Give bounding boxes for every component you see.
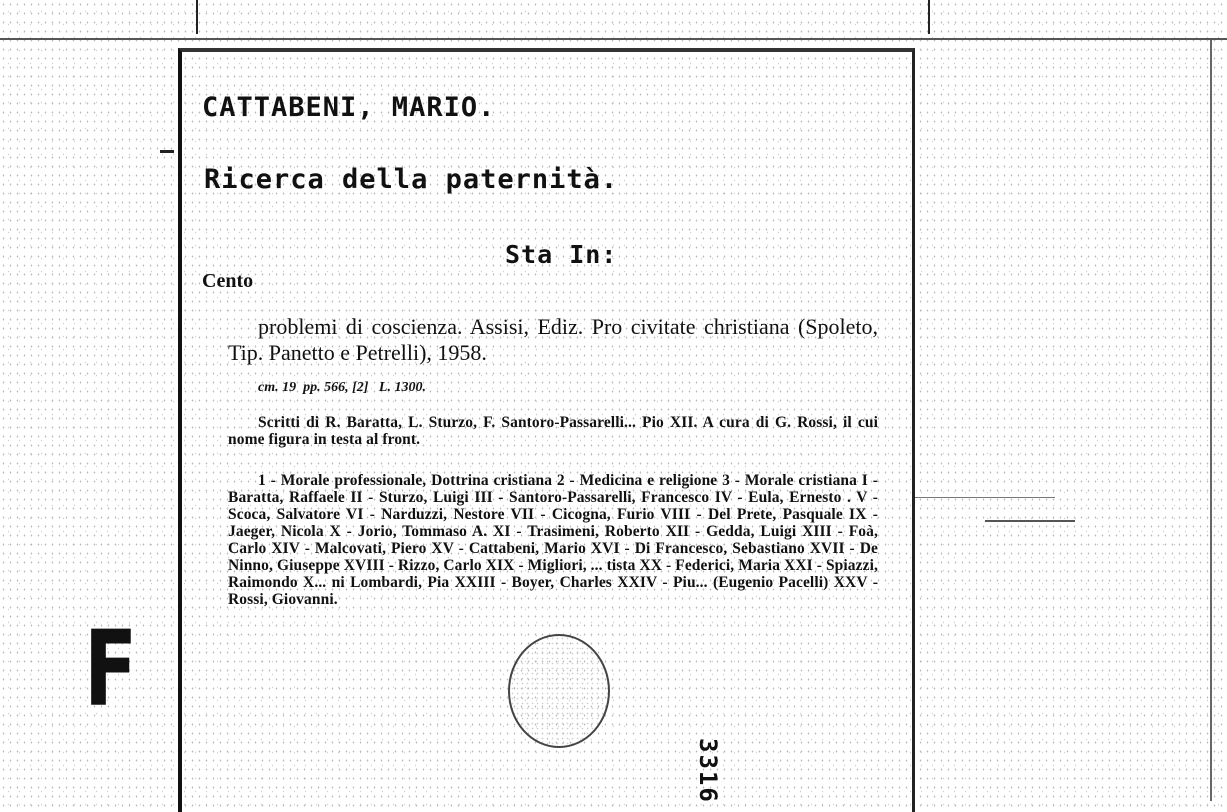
contents-note: 1 - Morale professionale, Dottrina cristiana 2 - Medicina e religione 3 - Morale cristiana I - Baratta, Raffaele II - Sturzo, Luigi III - Santoro-Passarelli, Francesco IV - Eula, Ernesto . V - Scoca, Salvatore VI - Narduzzi, Nestore VII - Cicogna, Furio VIII - Del Prete, Pasquale IX - Jaeger, Nicola X - Jorio, Tommaso A. XI - Trasimeni, Roberto XII - Gedda, Luigi XIII - Foà, Carlo XIV - Malcovati, Piero XV - Cattabeni, Mario XVI - Di Francesco, Sebastiano XVII - De Ninno, Giuseppe XVIII - Rizzo, Carlo XIX - Migliori, ... tista XX - Federici, Maria XXI - Spiazzi, Raimondo X... ni Lombardi, Pia XXIII - Boyer, Charles XXIV - Piu... (Eugenio Pacelli) XXV - Rossi, Giovanni. (228, 472, 878, 608)
main-entry: Cento (202, 270, 254, 292)
right-margin-dash (915, 497, 1055, 498)
margin-letter: F (84, 608, 138, 730)
library-stamp (508, 634, 610, 748)
status-label: Sta In: (505, 240, 618, 269)
author-heading: CATTABENI, MARIO. (202, 92, 496, 123)
publication-statement: problemi di coscienza. Assisi, Ediz. Pro civitate christiana (Spoleto, Tip. Panetto e Petrelli), 1958. (228, 314, 878, 365)
right-margin-dash-2 (985, 520, 1075, 522)
left-bracket-mark (160, 150, 174, 153)
top-border-line (0, 38, 1227, 40)
left-vertical-line (196, 0, 198, 34)
title-line: Ricerca della paternità. (204, 164, 619, 195)
right-vertical-line (928, 0, 930, 34)
right-edge-line (1210, 40, 1212, 801)
collation: cm. 19 pp. 566, [2] L. 1300. (258, 380, 426, 395)
note: Scritti di R. Baratta, L. Sturzo, F. Santoro-Passarelli... Pio XII. A cura di G. Rossi, il cui nome figura in testa al front. (228, 414, 878, 448)
call-number: 3316 (694, 738, 722, 804)
